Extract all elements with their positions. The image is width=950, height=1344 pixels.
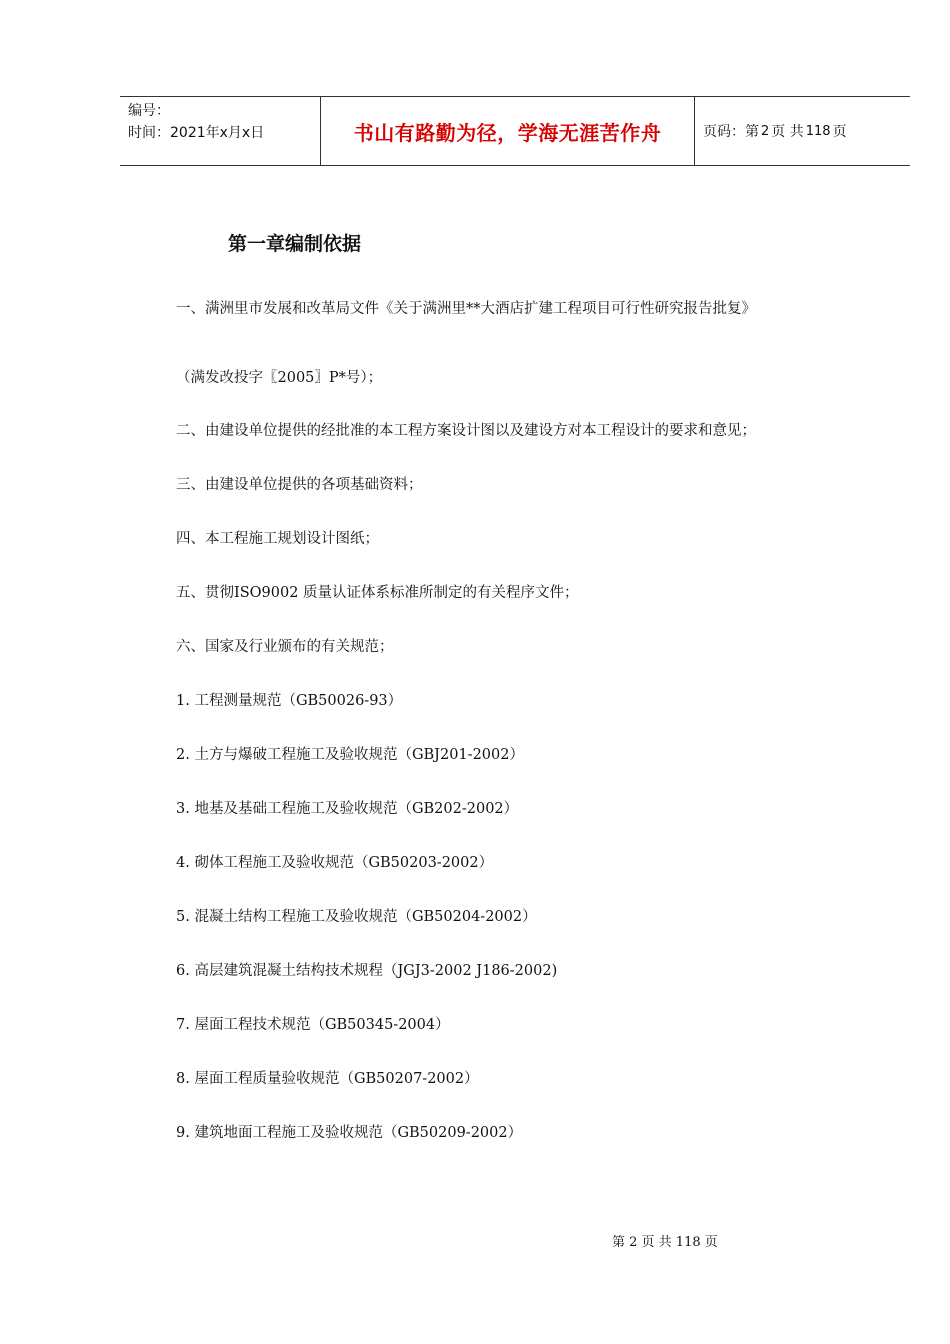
basis-item: 二、由建设单位提供的经批准的本工程方案设计图以及建设方对本工程设计的要求和意见； [176,423,756,439]
page-total: 118 [805,123,831,139]
standard-item: 4. 砌体工程施工及验收规范（GB50203-2002） [176,855,494,871]
standard-item: 8. 屋面工程质量验收规范（GB50207-2002） [176,1071,479,1087]
basis-item: 一、满洲里市发展和改革局文件《关于满洲里**大酒店扩建工程项目可行性研究报告批复》 [176,301,756,317]
basis-item: 四、本工程施工规划设计图纸； [176,531,379,547]
page-suffix: 页 [832,124,847,140]
page-mid: 页 共 [771,124,804,140]
document-number-label: 编号： [128,103,170,119]
basis-item: 六、国家及行业颁布的有关规范； [176,639,394,655]
standard-item: 7. 屋面工程技术规范（GB50345-2004） [176,1017,450,1033]
standard-item: 5. 混凝土结构工程施工及验收规范（GB50204-2002） [176,909,537,925]
header-motto-cell [321,97,695,165]
header-meta-cell [120,97,321,165]
basis-item: （满发改投字〖2005〗P*号）； [176,370,383,386]
chapter-title: 第一章编制依据 [228,233,362,255]
page-number: 2 [761,123,770,139]
document-time: 时间：2021年x月x日 [128,125,265,141]
header-motto: 书山有路勤为径，学海无涯苦作舟 [353,120,662,145]
page-prefix: 页码：第 [703,124,759,140]
standard-item: 2. 土方与爆破工程施工及验收规范（GBJ201-2002） [176,747,524,763]
standard-item: 6. 高层建筑混凝土结构技术规程（JGJ3-2002 J186-2002) [176,963,558,979]
standard-item: 3. 地基及基础工程施工及验收规范（GB202-2002） [176,801,519,817]
basis-item: 五、贯彻ISO9002 质量认证体系标准所制定的有关程序文件； [176,585,579,601]
page-footer: 第 2 页 共 118 页 [612,1235,718,1250]
page-header [120,96,910,166]
header-page-cell [695,97,910,165]
basis-item: 三、由建设单位提供的各项基础资料； [176,477,423,493]
standard-item: 9. 建筑地面工程施工及验收规范（GB50209-2002） [176,1125,523,1141]
standard-item: 1. 工程测量规范（GB50026-93） [176,693,403,709]
